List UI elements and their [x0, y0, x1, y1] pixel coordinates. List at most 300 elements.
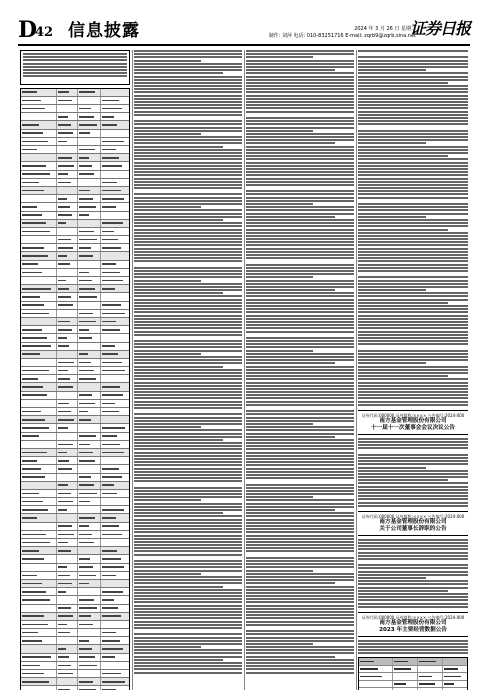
table-cell	[101, 662, 129, 669]
text-line	[358, 136, 468, 138]
table-cell	[21, 302, 57, 309]
table-cell	[78, 195, 101, 202]
text-line	[246, 232, 354, 234]
table-cell	[21, 547, 57, 554]
text-line	[246, 235, 354, 237]
text-line	[246, 270, 354, 272]
text-line	[134, 519, 242, 521]
table-cell	[443, 688, 467, 690]
table-row	[21, 662, 129, 670]
table-cell	[21, 89, 57, 96]
text-line	[134, 120, 242, 122]
table-row	[21, 400, 129, 408]
table-cell	[393, 688, 418, 690]
text-line	[246, 436, 335, 438]
text-line	[358, 257, 468, 259]
notice-title: 南方基金管理股份有限公司	[379, 619, 447, 626]
text-line	[134, 146, 223, 148]
text-line	[134, 200, 242, 202]
table-cell	[78, 187, 101, 194]
text-line	[134, 225, 242, 227]
text-line	[358, 88, 468, 90]
text-line	[246, 133, 354, 135]
table-row	[21, 195, 129, 203]
newspaper-logo: 证券日报	[409, 19, 470, 38]
text-line	[246, 101, 354, 103]
table-cell	[101, 654, 129, 661]
table-cell	[57, 228, 78, 235]
text-line	[358, 158, 468, 160]
text-line	[246, 353, 354, 355]
text-line	[134, 423, 242, 425]
table-cell	[78, 433, 101, 440]
column-divider	[356, 50, 357, 690]
text-line	[134, 528, 242, 530]
text-line	[246, 627, 354, 629]
text-line	[134, 318, 242, 320]
table-cell	[21, 179, 57, 186]
text-line	[134, 455, 242, 457]
table-cell	[78, 424, 101, 431]
text-line	[246, 640, 354, 642]
table-row	[21, 449, 129, 457]
text-line	[358, 315, 468, 317]
table-cell	[101, 195, 129, 202]
table-cell	[21, 285, 57, 292]
text-line	[246, 107, 354, 109]
editor-contact: 制作: 刘萍 电话: 010-83251716 E-mail: zqrb9@zqrb.sina.net	[268, 33, 416, 39]
text-line	[134, 522, 242, 524]
text-line	[134, 248, 242, 250]
text-line	[134, 439, 223, 441]
text-line	[246, 63, 354, 65]
text-line	[246, 168, 354, 170]
text-line	[134, 458, 242, 460]
text-line	[134, 193, 242, 195]
text-line	[246, 331, 354, 333]
text-line	[134, 541, 242, 543]
text-line	[134, 515, 242, 517]
table-cell	[78, 662, 101, 669]
table-cell	[78, 293, 101, 300]
table-cell	[78, 645, 101, 652]
text-line	[358, 222, 468, 224]
notice-title: 南方基金管理股份有限公司	[379, 417, 447, 424]
text-line	[358, 289, 426, 291]
text-line	[134, 388, 242, 390]
text-line	[246, 280, 354, 282]
table-row	[21, 203, 129, 211]
table-cell	[57, 105, 78, 112]
text-line	[134, 378, 242, 380]
table-cell	[57, 318, 78, 325]
text-line	[134, 305, 242, 307]
text-line	[134, 60, 201, 62]
text-line	[358, 53, 468, 55]
text-line	[134, 652, 242, 654]
table-cell	[101, 326, 129, 333]
text-line	[134, 152, 242, 154]
text-line	[134, 557, 242, 559]
table-row	[21, 654, 129, 662]
table-cell	[57, 424, 78, 431]
table-row	[21, 605, 129, 613]
table-cell	[21, 605, 57, 612]
text-line	[358, 346, 468, 348]
text-line	[246, 509, 335, 511]
text-line	[134, 88, 242, 90]
text-line	[246, 321, 354, 323]
text-line	[134, 417, 242, 419]
table-cell	[21, 121, 57, 128]
text-line	[134, 295, 242, 297]
text-line	[23, 53, 127, 55]
table-cell	[57, 326, 78, 333]
text-line	[358, 270, 468, 272]
table-cell	[78, 343, 101, 350]
text-line	[358, 232, 468, 234]
text-line	[246, 554, 354, 556]
text-line	[358, 587, 468, 589]
text-line	[246, 359, 354, 361]
table-cell	[21, 474, 57, 481]
table-cell	[418, 681, 443, 687]
text-line	[246, 244, 354, 246]
text-line	[134, 672, 242, 674]
text-line	[246, 206, 354, 208]
table-cell	[21, 670, 57, 677]
table-row	[21, 154, 129, 162]
text-line	[358, 162, 468, 164]
text-line	[134, 241, 242, 243]
text-line	[358, 457, 468, 459]
text-line	[134, 401, 242, 403]
text-line	[358, 174, 468, 176]
text-line	[358, 139, 468, 141]
text-line	[246, 238, 354, 240]
table-cell	[101, 424, 129, 431]
text-line	[358, 72, 468, 74]
text-line	[134, 433, 242, 435]
text-line	[134, 104, 242, 106]
table-cell	[78, 359, 101, 366]
text-line	[134, 627, 242, 629]
table-cell	[21, 564, 57, 571]
text-line	[246, 127, 354, 129]
table-cell	[78, 686, 101, 690]
table-cell	[78, 678, 101, 685]
text-line	[246, 181, 354, 183]
text-line	[358, 130, 468, 132]
column-divider	[244, 50, 245, 690]
text-line	[246, 496, 313, 498]
text-line	[134, 235, 242, 237]
text-line	[358, 441, 468, 443]
text-line	[246, 413, 354, 415]
text-line	[246, 209, 354, 211]
text-line	[246, 295, 354, 297]
text-line	[246, 637, 354, 639]
text-line	[246, 139, 354, 141]
text-line	[246, 53, 354, 55]
text-line	[358, 168, 468, 170]
text-line	[246, 420, 354, 422]
text-line	[358, 583, 468, 585]
text-line	[134, 69, 242, 71]
table-cell	[78, 670, 101, 677]
table-cell	[57, 293, 78, 300]
table-cell	[57, 662, 78, 669]
table-cell	[57, 203, 78, 210]
text-line	[246, 197, 354, 199]
table-cell	[57, 678, 78, 685]
notice-header	[358, 511, 468, 536]
table-cell	[21, 334, 57, 341]
text-line	[358, 353, 468, 355]
table-cell	[101, 212, 129, 219]
table-row	[359, 681, 467, 688]
text-line	[134, 544, 242, 546]
table-cell	[359, 681, 393, 687]
text-line	[358, 187, 468, 189]
table-row	[21, 613, 129, 621]
text-line	[246, 292, 354, 294]
table-row	[21, 383, 129, 391]
table-cell	[393, 681, 418, 687]
table-cell	[101, 89, 129, 96]
text-line	[134, 229, 242, 231]
text-line	[134, 605, 242, 607]
table-cell	[443, 658, 467, 664]
text-line	[246, 557, 354, 559]
text-line	[134, 598, 242, 600]
text-line	[358, 311, 468, 313]
table-cell	[21, 162, 57, 169]
text-line	[358, 200, 468, 202]
table-cell	[78, 564, 101, 571]
table-cell	[21, 555, 57, 562]
notice-code: 证券代码:000000 证券简称:×××× 公告编号:2024-000	[361, 412, 465, 418]
text-line	[246, 114, 354, 116]
text-line	[358, 305, 468, 307]
table-row	[21, 252, 129, 260]
table-cell	[78, 130, 101, 137]
text-line	[134, 273, 242, 275]
text-line	[246, 85, 354, 87]
text-line	[246, 662, 354, 664]
table-row	[21, 179, 129, 187]
text-line	[358, 359, 468, 361]
table-row	[21, 490, 129, 498]
text-line	[246, 66, 354, 68]
table-cell	[57, 162, 78, 169]
text-line	[134, 72, 223, 74]
text-line	[134, 630, 242, 632]
text-line	[134, 499, 201, 501]
text-line	[358, 596, 468, 598]
table-cell	[57, 146, 78, 153]
text-line	[358, 85, 468, 87]
text-line	[246, 91, 354, 93]
table-cell	[57, 433, 78, 440]
table-cell	[21, 654, 57, 661]
text-line	[246, 528, 354, 530]
table-cell	[78, 531, 101, 538]
table-cell	[78, 539, 101, 546]
notice-subtitle: 2023 年主要经营数据公告	[379, 626, 447, 633]
table-cell	[21, 637, 57, 644]
table-row	[21, 310, 129, 318]
table-row	[21, 89, 129, 97]
text-line	[246, 401, 354, 403]
table-cell	[101, 146, 129, 153]
text-line	[358, 463, 468, 465]
text-line	[246, 251, 354, 253]
text-line	[246, 334, 354, 336]
text-line	[23, 56, 127, 58]
table-cell	[21, 457, 57, 464]
table-cell	[78, 441, 101, 448]
text-line	[358, 324, 468, 326]
text-line	[134, 82, 242, 84]
table-cell	[57, 408, 78, 415]
table-cell	[21, 498, 57, 505]
text-line	[246, 184, 354, 186]
text-line	[246, 652, 354, 654]
text-line	[246, 560, 354, 562]
text-line	[134, 512, 223, 514]
table-cell	[21, 367, 57, 374]
text-line	[246, 190, 354, 192]
text-line	[134, 410, 242, 412]
text-line	[358, 356, 468, 358]
table-row	[21, 334, 129, 342]
text-line	[358, 599, 468, 601]
table-cell	[101, 490, 129, 497]
table-cell	[443, 666, 467, 672]
text-line	[358, 558, 468, 560]
table-row	[21, 285, 129, 293]
text-line	[134, 165, 242, 167]
text-line	[246, 512, 354, 514]
table-cell	[101, 621, 129, 628]
text-line	[134, 369, 242, 371]
table-cell	[57, 97, 78, 104]
table-cell	[78, 416, 101, 423]
table-cell	[359, 688, 393, 690]
table-cell	[21, 441, 57, 448]
text-line	[134, 53, 242, 55]
text-line	[134, 91, 242, 93]
text-line	[23, 63, 127, 65]
text-line	[358, 382, 468, 384]
table-cell	[101, 113, 129, 120]
table-cell	[101, 588, 129, 595]
table-cell	[57, 154, 78, 161]
table-row	[21, 326, 129, 334]
table-cell	[101, 359, 129, 366]
table-cell	[78, 367, 101, 374]
table-row	[21, 302, 129, 310]
table-cell	[101, 531, 129, 538]
text-line	[358, 404, 468, 406]
table-cell	[78, 252, 101, 259]
text-line	[134, 461, 242, 463]
text-line	[358, 482, 468, 484]
table-cell	[21, 252, 57, 259]
table-cell	[57, 547, 78, 554]
table-cell	[101, 629, 129, 636]
table-row	[21, 596, 129, 604]
text-line	[134, 445, 242, 447]
table-row	[21, 113, 129, 121]
table-cell	[78, 547, 101, 554]
table-cell	[57, 400, 78, 407]
text-line	[246, 120, 354, 122]
table-cell	[57, 252, 78, 259]
text-line	[134, 311, 242, 313]
text-line	[358, 56, 468, 58]
text-line	[134, 586, 223, 588]
text-line	[358, 502, 468, 504]
text-line	[246, 203, 313, 205]
text-line	[246, 595, 354, 597]
text-line	[134, 554, 242, 556]
table-cell	[57, 334, 78, 341]
table-cell	[101, 121, 129, 128]
table-cell	[101, 457, 129, 464]
text-line	[246, 404, 354, 406]
text-line	[134, 343, 242, 345]
table-cell	[101, 433, 129, 440]
text-line	[246, 327, 354, 329]
table-cell	[78, 613, 101, 620]
table-cell	[57, 138, 78, 145]
text-line	[358, 146, 468, 148]
table-cell	[21, 392, 57, 399]
text-line	[246, 76, 354, 78]
table-cell	[57, 514, 78, 521]
text-line	[134, 308, 242, 310]
text-line	[358, 649, 468, 651]
table-cell	[78, 318, 101, 325]
table-cell	[78, 302, 101, 309]
text-line	[246, 213, 354, 215]
column-divider	[132, 50, 133, 690]
text-line	[358, 567, 468, 569]
text-line	[358, 280, 468, 282]
table-cell	[101, 506, 129, 513]
text-line	[246, 525, 354, 527]
table-row	[21, 416, 129, 424]
text-line	[246, 318, 354, 320]
text-line	[134, 579, 242, 581]
text-line	[134, 490, 242, 492]
text-line	[358, 318, 468, 320]
table-row	[21, 621, 129, 629]
table-cell	[393, 666, 418, 672]
text-line	[134, 244, 242, 246]
table-cell	[57, 236, 78, 243]
text-line	[246, 439, 354, 441]
text-line	[134, 213, 242, 215]
text-line	[246, 142, 335, 144]
text-line	[134, 206, 201, 208]
table-row	[21, 375, 129, 383]
table-cell	[101, 678, 129, 685]
text-line	[358, 101, 468, 103]
table-cell	[101, 236, 129, 243]
